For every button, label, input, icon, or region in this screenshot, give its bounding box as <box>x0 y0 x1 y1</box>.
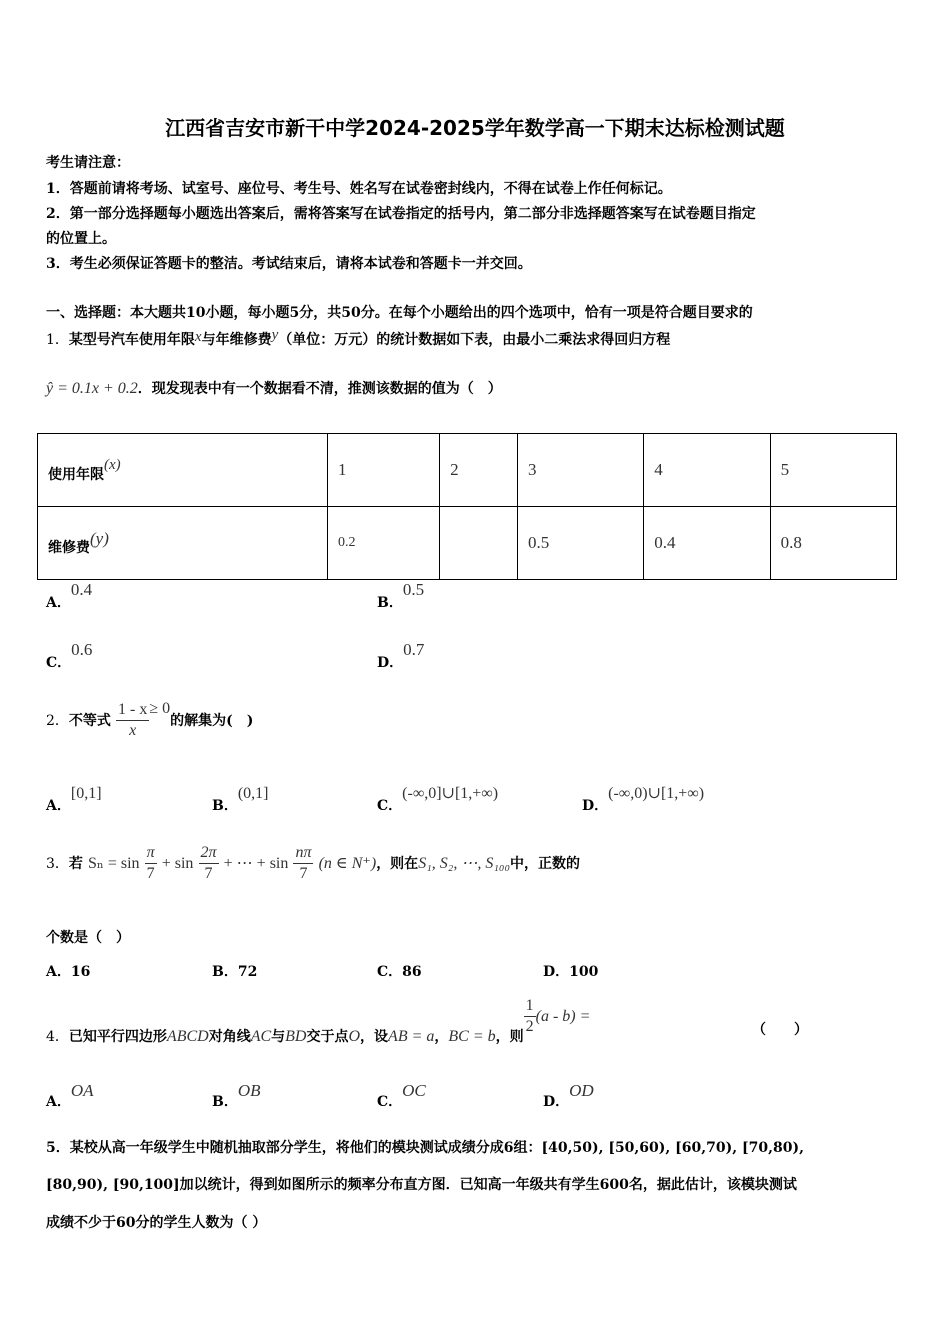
q4-option-b[interactable]: B．OB <box>212 1081 261 1110</box>
q4-number: 4． <box>46 1029 69 1045</box>
q1-text-d: ．现发现表中有一个数据看不清，推测该数据的值为（ ） <box>137 381 502 397</box>
q4-abcd: ABCD <box>166 1028 209 1045</box>
q5-stem-line-3: 成绩不少于60分的学生人数为（ ） <box>46 1215 267 1231</box>
q3-text-c: 中，正数的 <box>510 856 580 872</box>
q4-option-d[interactable]: D．OD <box>543 1081 594 1110</box>
q4-text-f: ，则 <box>495 1029 524 1045</box>
q5-stem-line-1: 5．某校从高一年级学生中随机抽取部分学生，将他们的模块测试成绩分成6组：[40,50), [50,60), [60,70), [70,80), <box>46 1140 804 1156</box>
q2-option-c[interactable]: C．(-∞,0]∪[1,+∞) <box>377 785 499 814</box>
q1-var-x: x <box>194 329 202 345</box>
table-header-years: 使用年限(x) <box>38 434 328 507</box>
table-cell: 0.4 <box>644 507 770 580</box>
q2-relation: ≥ 0 <box>149 700 171 717</box>
table-header-cost: 维修费(y) <box>38 507 328 580</box>
q4-answer-bracket: （ ） <box>752 1022 808 1038</box>
table-cell: 0.5 <box>517 507 643 580</box>
q5-stem-line-2: [80,90), [90,100]加以统计，得到如图所示的频率分布直方图．已知高一年级共有学生600名，据此估计，该模块测试 <box>46 1177 797 1193</box>
q1-option-c[interactable]: C．0.6 <box>46 640 93 671</box>
table-cell: 5 <box>770 434 896 507</box>
notice-item-1: 1．答题前请将考场、试室号、座位号、考生号、姓名写在试卷密封线内，不得在试卷上作任何标记。 <box>46 181 672 197</box>
q4-option-a[interactable]: A．OA <box>46 1081 94 1110</box>
q3-option-b[interactable]: B．72 <box>212 964 258 980</box>
notice-heading: 考生请注意： <box>46 155 130 171</box>
q1-text-c: （单位：万元）的统计数据如下表，由最小二乘法求得回归方程 <box>278 332 671 348</box>
q4-text-e: ，设 <box>360 1029 389 1045</box>
q3-frac-3: $\frac{n\pi}{7}$ <box>295 844 312 882</box>
q2-text-b: 的解集为( ) <box>170 713 254 729</box>
q1-equation-line <box>46 378 502 398</box>
q3-sequence: S₁, S₂, ⋯, S₁₀₀ <box>418 855 510 872</box>
q1-text-b: 与年维修费 <box>201 332 272 348</box>
page-title: 江西省吉安市新干中学2024-2025学年数学高一下期末达标检测试题 <box>165 116 785 140</box>
q2-option-b[interactable]: B．(0,1] <box>212 785 269 814</box>
q3-stem-cont: 个数是（ ） <box>46 930 130 946</box>
q3-formula-lhs: Sₙ = sin <box>88 855 140 872</box>
table-cell: 4 <box>644 434 770 507</box>
q4-ac: AC <box>250 1028 272 1045</box>
table-row <box>38 507 897 580</box>
q4-stem <box>46 996 590 1046</box>
table-cell: 0.8 <box>770 507 896 580</box>
q1-number: 1． <box>46 332 69 348</box>
table-cell: 1 <box>328 434 440 507</box>
q4-bc-eq: BC = b <box>448 1028 496 1045</box>
q4-text-b: 对角线 <box>208 1029 251 1045</box>
q2-text-a: 不等式 <box>68 713 111 729</box>
q3-option-c[interactable]: C．86 <box>377 964 422 980</box>
notice-item-2: 2．第一部分选择题每小题选出答案后，需将答案写在试卷指定的括号内，第二部分非选择题答案写在试卷题目指定 <box>46 206 756 222</box>
q4-half: $\frac{1}{2}$ <box>525 997 534 1035</box>
q1-data-table <box>37 433 897 580</box>
table-cell: 0.2 <box>328 507 440 580</box>
q1-var-y: y <box>271 327 279 343</box>
q2-fraction: $\frac{1 - x}{x}$ <box>118 701 148 739</box>
q1-option-d[interactable]: D．0.7 <box>377 640 425 671</box>
notice-item-2-cont: 的位置上。 <box>46 231 116 247</box>
section-heading: 一、选择题：本大题共10小题，每小题5分，共50分。在每个小题给出的四个选项中，恰有一项是符合题目要求的 <box>46 305 753 321</box>
table-cell-blank <box>440 507 518 580</box>
q1-option-b[interactable]: B．0.5 <box>377 580 425 611</box>
q3-frac-2: $\frac{2\pi}{7}$ <box>200 844 217 882</box>
q1-option-a[interactable]: A．0.4 <box>46 580 93 611</box>
q1-regression-equation: ŷ = 0.1x + 0.2 <box>46 380 138 397</box>
q4-text-a: 已知平行四边形 <box>68 1029 167 1045</box>
q3-number: 3． <box>46 856 69 872</box>
q4-option-c[interactable]: C．OC <box>377 1081 426 1110</box>
q3-text-a: 若 <box>68 856 83 872</box>
q2-stem <box>46 700 253 741</box>
q3-text-b: ，则在 <box>376 856 419 872</box>
q1-stem <box>46 327 670 349</box>
q2-option-d[interactable]: D．(-∞,0)∪[1,+∞) <box>582 785 705 814</box>
q3-plus-sin: + sin <box>161 855 194 872</box>
q3-domain: (n ∈ N⁺) <box>318 855 377 872</box>
q4-expression: (a - b) = <box>535 1008 591 1025</box>
q4-sep: ， <box>434 1029 449 1045</box>
q2-number: 2． <box>46 713 69 729</box>
q4-ab-eq: AB = a <box>388 1028 435 1045</box>
q4-text-d: 交于点 <box>306 1029 349 1045</box>
q2-option-a[interactable]: A．[0,1] <box>46 785 102 814</box>
table-cell: 3 <box>517 434 643 507</box>
table-row <box>38 434 897 507</box>
q3-frac-1: $\frac{\pi}{7}$ <box>146 844 155 882</box>
table-cell: 2 <box>440 434 518 507</box>
notice-item-3: 3．考生必须保证答题卡的整洁。考试结束后，请将本试卷和答题卡一并交回。 <box>46 256 532 272</box>
q3-dots: + ⋯ + sin <box>223 855 289 872</box>
q3-stem <box>46 843 580 884</box>
q4-bd: BD <box>285 1028 307 1045</box>
q1-text-a: 某型号汽车使用年限 <box>68 332 195 348</box>
q3-option-a[interactable]: A．16 <box>46 964 91 980</box>
q4-o: O <box>348 1028 361 1045</box>
q3-option-d[interactable]: D．100 <box>543 964 599 980</box>
q4-text-c: 与 <box>271 1029 286 1045</box>
